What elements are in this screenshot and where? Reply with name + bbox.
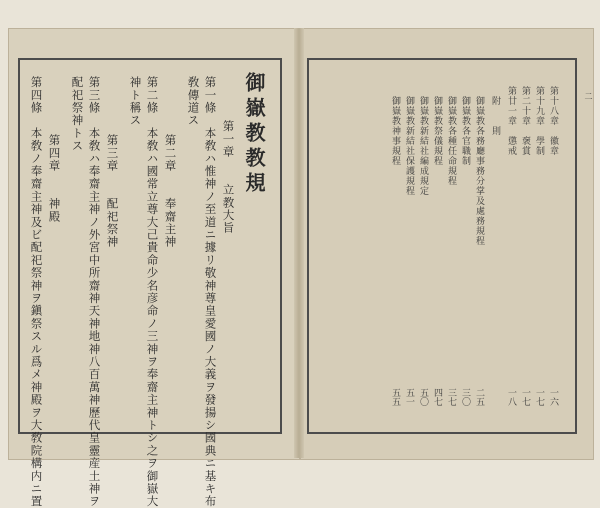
article-continuation: 敎傳道ス (186, 76, 201, 127)
article-text: 第一條 本敎ハ惟神ノ至道ニ據リ敬神尊皇愛國ノ大義ヲ發揚シ國典ニ基キ布 (203, 76, 218, 508)
toc-entry-page: 五〇 (418, 388, 428, 406)
toc-entry-label: 第廿一章 懲戒 (506, 86, 516, 156)
chapter-heading: 第二章 奉齋主神 (163, 134, 178, 249)
toc-entry-page: 一七 (520, 388, 530, 406)
toc-entry-label: 御嶽教祭儀規程 (432, 96, 442, 166)
toc-entry-label: 御嶽教各務廳事務分掌及處務規程 (474, 96, 484, 246)
article-text: 第四條 本敎ノ奉齋主神及ビ配祀祭神ヲ鎭祭スル爲メ神殿ヲ大敎院構内ニ置 (29, 76, 44, 508)
chapter-heading: 第一章 立教大旨 (221, 120, 236, 235)
toc-entry-page: 三七 (446, 388, 456, 406)
toc-entry-label: 御嶽教神事規程 (390, 96, 400, 166)
toc-entry-label: 御嶽教新結社保護規程 (404, 96, 414, 196)
article-continuation: 神ト稱ス (128, 76, 143, 127)
toc-entry-page: 五五 (390, 388, 400, 406)
page-corner-mark: 二 (584, 92, 593, 100)
toc-entry-label: 御嶽教各種任命規程 (446, 96, 456, 186)
toc-entry-label: 第十八章 徽章 (548, 86, 558, 156)
chapter-heading: 第四章 神殿 (47, 134, 62, 223)
toc-entry-page: 一八 (506, 388, 516, 406)
toc-entry-page: 二五 (474, 388, 484, 406)
toc-entry-page: 五一 (404, 388, 414, 406)
article-text: 第三條 本敎ハ奉齋主神ノ外宮中所齋神天神地神八百萬神歷代皇靈産土神ヲ (87, 76, 102, 508)
article-continuation: 配祀祭神トス (70, 76, 85, 153)
toc-entry-page: 一七 (534, 388, 544, 406)
article-text: 第二條 本敎ハ國常立尊大己貴命少名彦命ノ三神ヲ奉齋主神トシ之ヲ御嶽大 (145, 76, 160, 508)
toc-entry-page: 四七 (432, 388, 442, 406)
book-gutter (294, 28, 304, 458)
toc-entry-label: 第十九章 學制 (534, 86, 544, 156)
toc-entry-label: 第二十章 褒賞 (520, 86, 530, 156)
chapter-heading: 第三章 配祀祭神 (105, 134, 120, 249)
toc-appendix-heading: 附 則 (490, 96, 500, 136)
page-title: 御嶽教教規 (242, 72, 266, 197)
toc-entry-page: 三〇 (460, 388, 470, 406)
toc-entry-label: 御嶽教各官職制 (460, 96, 470, 166)
toc-entry-label: 御嶽教新結社編成規定 (418, 96, 428, 196)
toc-entry-page: 一六 (548, 388, 558, 406)
